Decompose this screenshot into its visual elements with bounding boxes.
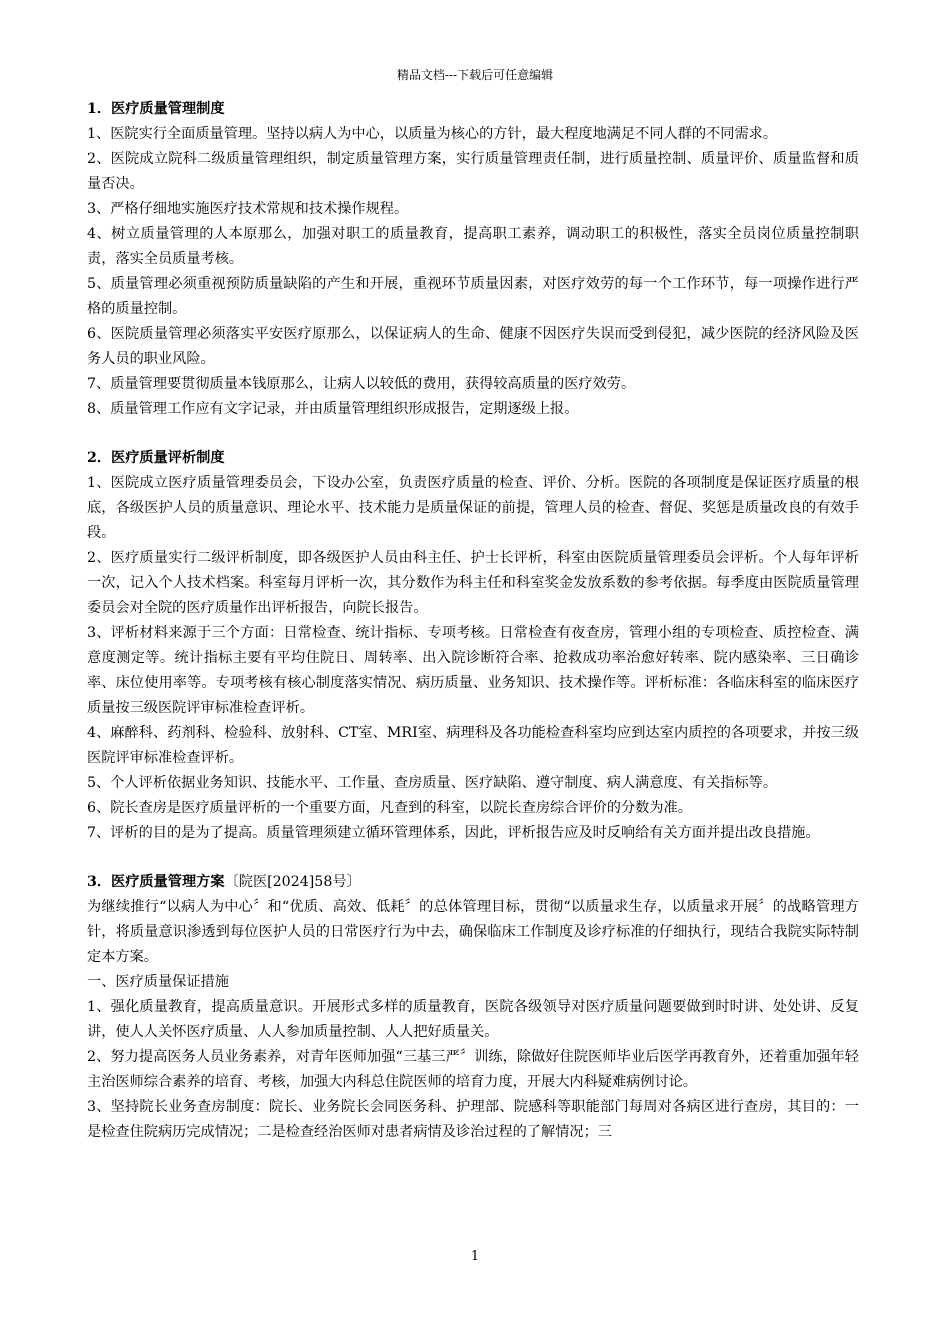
section-2-paragraph: 7、评析的目的是为了提高。质量管理须建立循环管理体系，因此，评析报告应及时反响给有关方面并提出改良措施。 [87,825,820,841]
section-3-paragraph: 2、努力提高医务人员业务素养，对青年医师加强“三基三严〞训练，除做好住院医师毕业后医学再教育外，还着重加强年轻主治医师综合素养的培育、考核，加强大内科总住院医师的培育力度，开展大内科疑难病例讨论。 [87,1049,859,1090]
section-2-paragraph: 6、院长查房是医疗质量评析的一个重要方面，凡查到的科室，以院长查房综合评价的分数为准。 [87,800,692,816]
section-1-paragraph: 4、树立质量管理的人本原那么，加强对职工的质量教育，提高职工素养，调动职工的积极性，落实全员岗位质量控制职责，落实全员质量考核。 [87,226,859,267]
section-2-paragraph: 2、医疗质量实行二级评析制度，即各级医护人员由科主任、护士长评析，科室由医院质量管理委员会评析。个人每年评析一次，记入个人技术档案。科室每月评析一次，其分数作为科主任和科室奖金发放系数的参考依据。每季度由医院质量管理委员会对全院的医疗质量作出评析报告，向院长报告。 [87,550,859,616]
section-3-heading [87,870,859,895]
section-2-paragraph: 5、个人评析依据业务知识、技能水平、工作量、查房质量、医疗缺陷、遵守制度、病人满意度、有关指标等。 [87,775,778,791]
section-1-paragraph: 1、医院实行全面质量管理。坚持以病人为中心，以质量为核心的方针，最大程度地满足不同人群的不同需求。 [87,126,778,142]
section-1-paragraph: 6、医院质量管理必须落实平安医疗原那么，以保证病人的生命、健康不因医疗失误而受到侵犯，减少医院的经济风险及医务人员的职业风险。 [87,326,859,367]
section-1-paragraph: 2、医院成立院科二级质量管理组织，制定质量管理方案，实行质量管理责任制，进行质量控制、质量评价、质量监督和质量否决。 [87,151,859,192]
section-3-title: 3．医疗质量管理方案 [87,874,225,890]
section-2-paragraph: 4、麻醉科、药剂科、检验科、放射科、CT室、MRI室、病理科及各功能检查科室均应到达室内质控的各项要求，并按三级医院评审标准检查评析。 [87,725,859,766]
section-3-subheading: 一、医疗质量保证措施 [87,974,229,990]
section-1-paragraph: 3、严格仔细地实施医疗技术常规和技术操作规程。 [87,201,409,217]
section-spacer [87,846,859,870]
section-1-paragraph: 5、质量管理必须重视预防质量缺陷的产生和开展，重视环节质量因素，对医疗效劳的每一个工作环节，每一项操作进行严格的质量控制。 [87,276,859,317]
section-2-paragraph: 1、医院成立医疗质量管理委员会，下设办公室，负责医疗质量的检查、评价、分析。医院的各项制度是保证医疗质量的根底，各级医护人员的质量意识、理论水平、技术能力是质量保证的前提，管理人员的检查、督促、奖惩是质量改良的有效手段。 [87,475,859,541]
section-spacer [87,422,859,446]
section-2-paragraph: 3、评析材料来源于三个方面：日常检查、统计指标、专项考核。日常检查有夜查房，管理小组的专项检查、质控检查、满意度测定等。统计指标主要有平均住院日、周转率、出入院诊断符合率、抢救成功率治愈好转率、院内感染率、三日确诊率、床位使用率等。专项考核有核心制度落实情况、病历质量、业务知识、技术操作等。评析标准：各临床科室的临床医疗质量按三级医院评审标准检查评析。 [87,625,859,716]
page-number: 1 [470,1249,480,1264]
document-body [87,97,859,1145]
section-3-paragraph: 1、强化质量教育，提高质量意识。开展形式多样的质量教育，医院各级领导对医疗质量问题要做到时时讲、处处讲、反复讲，使人人关怀医疗质量、人人参加质量控制、人人把好质量关。 [87,999,859,1040]
section-3-paragraph: 3、坚持院长业务查房制度：院长、业务院长会同医务科、护理部、院感科等职能部门每周对各病区进行查房，其目的：一是检查住院病历完成情况；二是检查经治医师对患者病情及诊治过程的了解情况；三 [87,1099,859,1140]
section-1-title: 1．医疗质量管理制度 [87,101,225,117]
section-3-intro: 为继续推行“以病人为中心〞和“优质、高效、低耗〞的总体管理目标，贯彻“以质量求生存，以质量求开展〞的战略管理方针，将质量意识渗透到每位医护人员的日常医疗行为中去，确保临床工作制度及诊疗标准的仔细执行，现结合我院实际特制定本方案。 [87,899,859,965]
section-2-title: 2．医疗质量评析制度 [87,450,225,466]
document-number: 〔院医[2024]58号〕 [224,874,361,890]
section-1-paragraph: 8、质量管理工作应有文字记录，并由质量管理组织形成报告，定期逐级上报。 [87,401,579,417]
section-1-paragraph: 7、质量管理要贯彻质量本钱原那么，让病人以较低的费用，获得较高质量的医疗效劳。 [87,376,636,392]
running-header: 精品文档---下载后可任意编辑 [396,68,554,82]
